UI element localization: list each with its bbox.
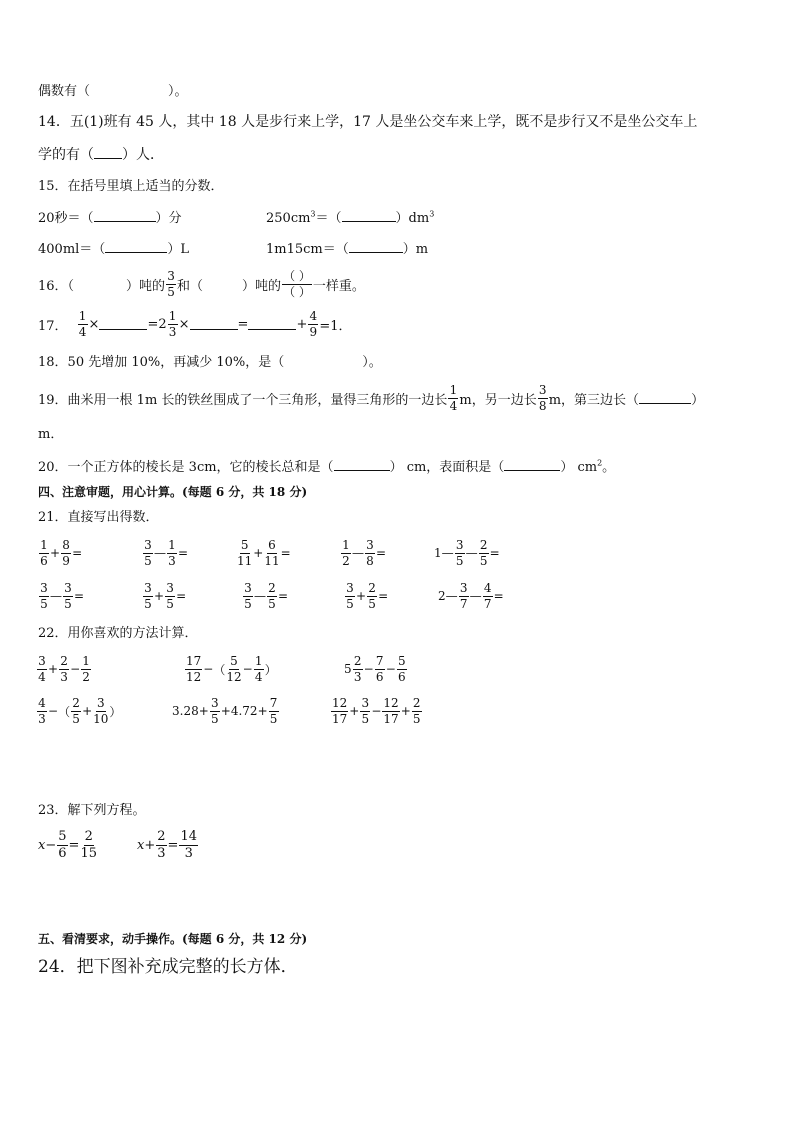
answer-blank[interactable] — [334, 459, 390, 471]
section-5-heading: 五、看清要求，动手操作。(每题 6 分，共 12 分) — [38, 932, 308, 946]
question-15-row2-left: 400ml＝（ ）L — [38, 242, 189, 257]
calc-21-9: 3 5 + $\frac{2}{5}$ = — [346, 580, 389, 611]
question-21-title: 21．直接写出得数． — [38, 510, 159, 525]
calc-21-5: 1 — 3 5 — $\frac{2}{5}$ = — [434, 537, 500, 568]
calc-21-4: 1 2 — $\frac{3}{8}$ = — [342, 537, 387, 568]
question-19-line1: 19．曲米用一根 1m 长的铁丝围成了一个三角形，量得三角形的一边长 1 4 m，另一边长 3 8 m，第三边长（ ） — [38, 382, 705, 413]
answer-blank[interactable] — [99, 318, 147, 330]
calc-21-2: 3 5 — $\frac{1}{3}$ = — [144, 537, 189, 568]
q14-text-b: ）人． — [122, 147, 164, 163]
calc-22-1: 3 4 + $\frac{2}{3}$ − $\frac{1}{2}$ — [38, 653, 90, 684]
q14-text-a: 学的有（ — [38, 147, 94, 163]
question-20: 20．一个正方体的棱长是 3cm，它的棱长总和是（ ） cm，表面积是（ ） $cm^2$。 — [38, 458, 616, 475]
fraction-blank[interactable]: （ ） （ ） — [283, 268, 311, 299]
question-14-line1: 14．五(1)班有 45 人，其中 18 人是步行来上学，17 人是坐公交车来上学，既不是步行又不是坐公交车上 — [38, 114, 698, 130]
question-17: 17． $\frac{1}{4}$ × =2 $\frac{1}{3}$ × = + $\frac{4}{9}$ =1． — [38, 308, 352, 339]
question-22-title: 22．用你喜欢的方法计算． — [38, 626, 198, 641]
calc-22-6: 12 17 + $\frac{3}{5}$ − $\frac{12}{17}$ + $\frac{2}{5}$ — [332, 695, 421, 726]
equation-23-2: x + $\frac{2}{3}$ = $\frac{14}{3}$ — [137, 828, 197, 861]
answer-blank[interactable] — [94, 210, 156, 222]
calc-21-10: 2 — 3 7 — $\frac{4}{7}$ = — [438, 580, 504, 611]
question-15-title: 15．在括号里填上适当的分数． — [38, 179, 224, 194]
text-line-even: 偶数有（ ）。 — [38, 84, 188, 99]
answer-blank[interactable] — [105, 241, 167, 253]
question-24: 24．把下图补充成完整的长方体． — [38, 957, 298, 977]
calc-21-8: 3 5 — $\frac{2}{5}$ = — [244, 580, 289, 611]
answer-blank[interactable] — [94, 147, 122, 159]
question-15-row1-left: 20秒＝（ ）分 — [38, 211, 182, 226]
calc-21-3: 5 11 + $\frac{6}{11}$ = — [237, 537, 291, 568]
calc-22-5: 3.28 + $\frac{3}{5}$ + 4.72 + $\frac{7}{5}$ — [172, 695, 278, 726]
question-18: 18．50 先增加 10%，再减少 10%，是（ ）。 — [38, 355, 382, 370]
calc-21-1: 1 6 + $\frac{8}{9}$ = — [40, 537, 83, 568]
answer-blank[interactable] — [190, 318, 238, 330]
calc-22-2: 17 12 − （ 5 12 − $\frac{1}{4}$ ） — [186, 653, 277, 684]
answer-blank[interactable] — [248, 318, 296, 330]
answer-blank[interactable] — [639, 392, 691, 404]
section-4-heading: 四、注意审题，用心计算。(每题 6 分，共 18 分) — [38, 485, 308, 499]
answer-blank[interactable] — [349, 241, 403, 253]
calc-21-7: 3 5 + $\frac{3}{5}$ = — [144, 580, 187, 611]
calc-22-4: 4 3 − （ 2 5 + $\frac{3}{10}$ ） — [38, 695, 122, 726]
question-19-line2: m． — [38, 427, 64, 442]
answer-blank[interactable] — [504, 459, 560, 471]
calc-22-3: 5 2 3 − $\frac{7}{6}$ − $\frac{5}{6}$ — [344, 653, 406, 684]
equation-23-1: x − $\frac{5}{6}$ = $\frac{2}{15}$ — [38, 828, 97, 861]
calc-21-6: 3 5 — $\frac{3}{5}$ = — [40, 580, 85, 611]
question-23-title: 23．解下列方程。 — [38, 803, 146, 818]
answer-blank[interactable] — [342, 210, 396, 222]
question-14-line2 — [38, 147, 164, 162]
question-15-row2-right: 1m15cm＝（ ）m — [266, 242, 429, 257]
question-15-row1-right: $250cm^3=$（ ）$dm^3$ — [266, 209, 435, 226]
question-16: 16．（ ）吨的 3 5 和（ ）吨的 （ ） （ ） 一样重。 — [38, 268, 365, 299]
